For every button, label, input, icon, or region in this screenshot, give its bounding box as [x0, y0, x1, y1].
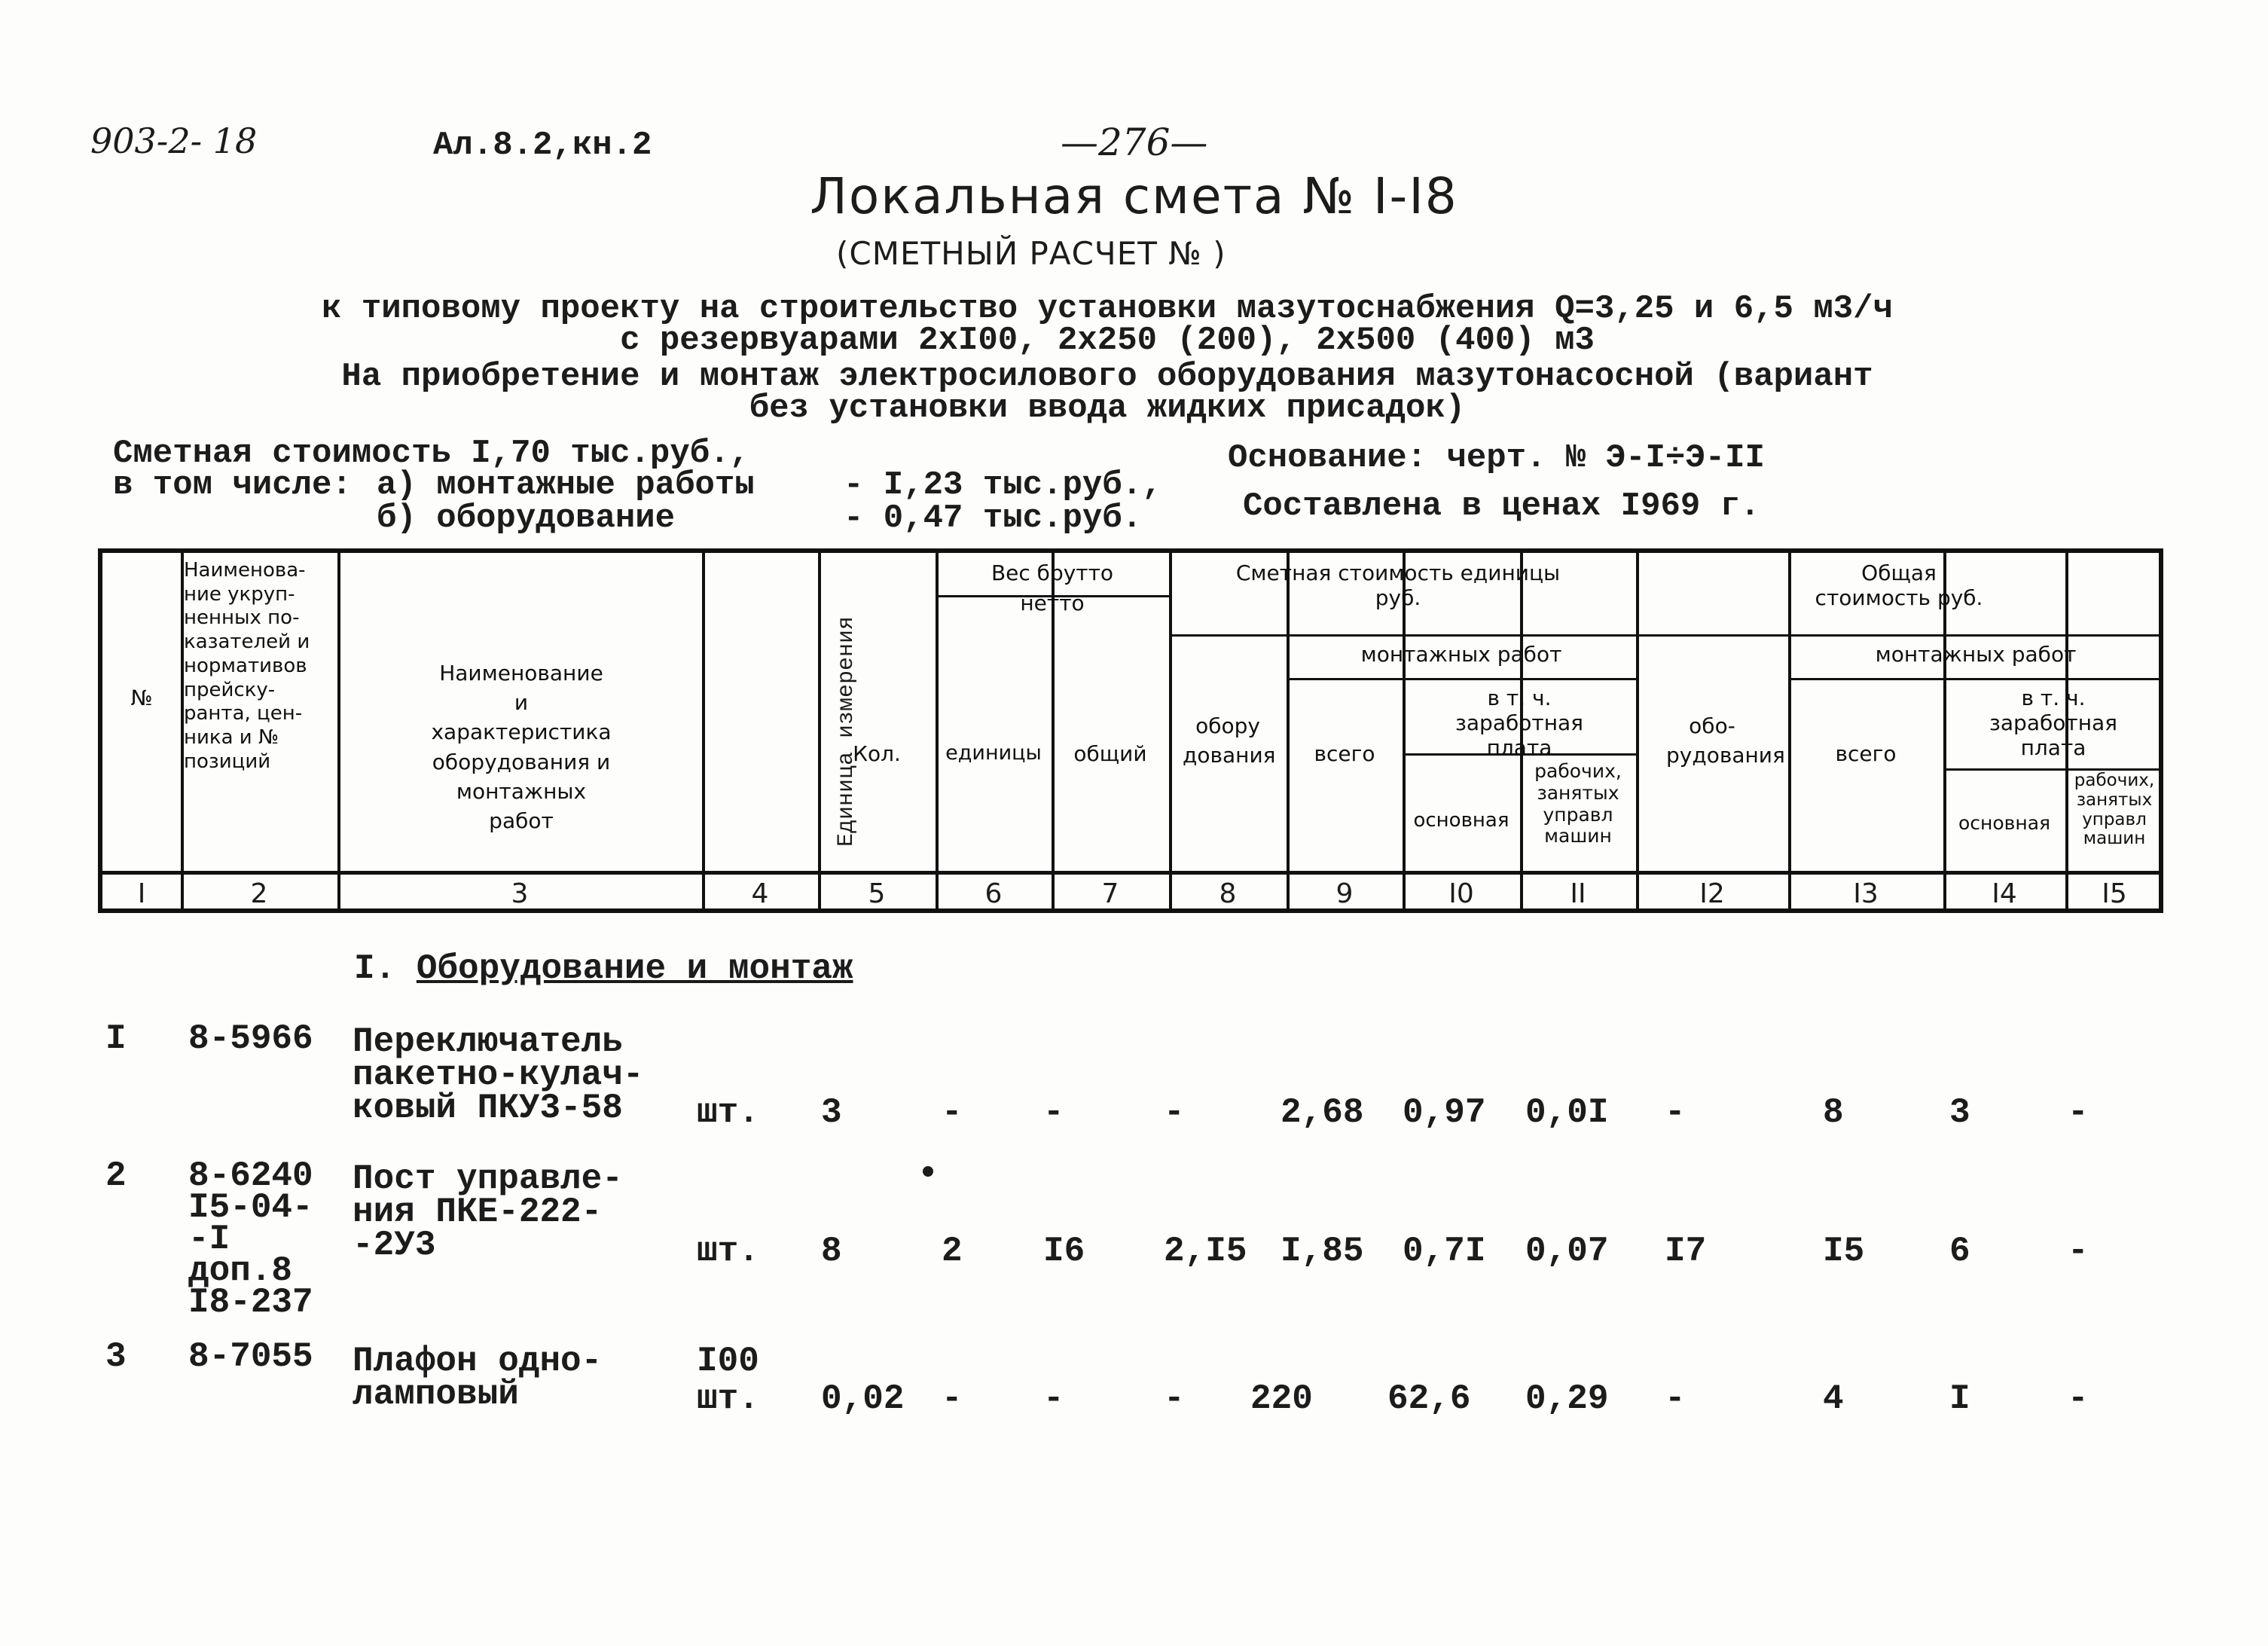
- row-number: I: [105, 1019, 127, 1058]
- row-unit: I00: [697, 1342, 759, 1381]
- subject-line: На приобретение и монтаж электросилового оборудования мазутонасосной (вариант: [341, 358, 1873, 395]
- row-total-wage-machine: -: [2068, 1232, 2089, 1271]
- th-total-wage-main: основная: [1958, 812, 2051, 834]
- row-name-line: пакетно-кулач-: [353, 1055, 644, 1095]
- row-name-line: Плафон одно-: [353, 1342, 603, 1381]
- row-total-equipment: -: [1665, 1093, 1686, 1132]
- row-quantity: 0,02: [821, 1379, 905, 1418]
- mount-cost-value: - I,23 тыс.руб.,: [844, 466, 1162, 504]
- th-weight-total: общий: [1073, 741, 1147, 766]
- equipment-cost-label: б) оборудование: [377, 499, 676, 537]
- th-norms: Наименова-ние укруп-ненных по-казателей и нормативов прейску-ранта, цен-ника и № позиций: [184, 559, 310, 773]
- row-weight-unit: 2: [942, 1232, 963, 1271]
- row-code: доп.8: [188, 1251, 293, 1290]
- page-title: Локальная смета № I-I8: [810, 167, 1458, 225]
- row-total-wage-main: 3: [1949, 1093, 1970, 1132]
- equipment-cost-value: - 0,47 тыс.руб.: [844, 499, 1143, 537]
- row-unit: шт.: [697, 1379, 759, 1418]
- page-subtitle: (СМЕТНЫЙ РАСЧЕТ № ): [836, 235, 1226, 272]
- row-unit-equipment: 2,I5: [1164, 1232, 1247, 1271]
- th-quantity: Кол.: [853, 741, 901, 766]
- row-name-line: ния ПКЕ-222-: [353, 1193, 603, 1232]
- th-unit-wage-main: основная: [1413, 809, 1509, 832]
- th-total-cost: Общая стоимость руб.: [1815, 560, 1983, 611]
- row-total-equipment: I7: [1665, 1232, 1707, 1271]
- row-code: I5-04-: [188, 1188, 313, 1227]
- row-unit-wage-machine: 0,29: [1525, 1379, 1609, 1418]
- row-name-line: Пост управле-: [353, 1159, 623, 1199]
- row-weight-unit: -: [942, 1093, 963, 1132]
- row-unit-wage-main: 0,7I: [1403, 1232, 1486, 1271]
- row-code: I8-237: [188, 1283, 313, 1322]
- section-number: I.: [354, 949, 396, 988]
- row-name-line: ковый ПКУ3-58: [353, 1089, 623, 1128]
- row-unit: шт.: [697, 1232, 759, 1271]
- row-unit-mount: 220: [1250, 1379, 1313, 1418]
- th-number: №: [130, 686, 153, 710]
- section-name: Оборудование и монтаж: [416, 949, 853, 988]
- th-total-mount: монтажных работ: [1875, 642, 2077, 667]
- row-weight-total: I6: [1043, 1232, 1085, 1271]
- including-label: в том числе:: [113, 466, 352, 504]
- ink-speck: [923, 1166, 933, 1177]
- th-total-wage: в т. ч. заработная плата: [1989, 686, 2117, 761]
- column-number: I2: [1699, 878, 1725, 909]
- row-code: 8-5966: [188, 1019, 313, 1058]
- th-unit: Единица измерения: [834, 615, 859, 847]
- column-number: II: [1570, 878, 1586, 909]
- th-unit-mount: монтажных работ: [1360, 642, 1562, 667]
- subject-line: с резервуарами 2хI00, 2х250 (200), 2х500 (400) м3: [620, 322, 1595, 359]
- row-code: 8-6240: [188, 1156, 313, 1196]
- row-unit: шт.: [697, 1093, 759, 1132]
- th-total-wage-machine: рабочих, занятых управл машин: [2074, 771, 2155, 849]
- th-total-equipment: обо-рудования: [1666, 713, 1785, 768]
- column-number: I: [137, 878, 146, 909]
- th-weight-gross: Вес брутто: [991, 560, 1114, 585]
- row-weight-total: -: [1043, 1093, 1064, 1132]
- row-total-equipment: -: [1665, 1379, 1686, 1418]
- row-code: 8-7055: [188, 1337, 313, 1376]
- th-unit-cost: Сметная стоимость единицы руб.: [1235, 560, 1561, 611]
- row-unit-wage-main: 0,97: [1403, 1093, 1486, 1132]
- subject-line: к типовому проекту на строительство установки мазутоснабжения Q=3,25 и 6,5 м3/ч: [322, 290, 1893, 328]
- th-unit-wage: в т. ч. заработная плата: [1455, 686, 1583, 761]
- column-number: 7: [1101, 878, 1119, 909]
- row-weight-total: -: [1043, 1379, 1064, 1418]
- row-total-wage-main: 6: [1949, 1232, 1970, 1271]
- row-quantity: 8: [821, 1232, 842, 1271]
- th-total-mount-total: всего: [1835, 741, 1897, 766]
- column-number: 4: [751, 878, 769, 909]
- column-number: I0: [1448, 878, 1474, 909]
- row-number: 2: [105, 1156, 127, 1196]
- row-name-line: ламповый: [353, 1375, 519, 1414]
- row-total-mount: I5: [1823, 1232, 1865, 1271]
- row-unit-wage-machine: 0,0I: [1525, 1093, 1609, 1132]
- column-number: I3: [1853, 878, 1879, 909]
- row-unit-mount: I,85: [1281, 1232, 1364, 1271]
- mount-cost-label: а) монтажные работы: [377, 466, 755, 504]
- column-number: 5: [868, 878, 886, 909]
- row-quantity: 3: [821, 1093, 842, 1132]
- column-number: 6: [984, 878, 1003, 909]
- column-number: I5: [2102, 878, 2127, 909]
- column-number: 8: [1219, 878, 1237, 909]
- total-cost: Сметная стоимость I,70 тыс.руб.,: [113, 435, 749, 472]
- column-number: I4: [1992, 878, 2017, 909]
- row-total-wage-machine: -: [2068, 1379, 2089, 1418]
- th-weight-net: нетто: [1020, 591, 1085, 615]
- row-total-wage-main: I: [1949, 1379, 1970, 1418]
- th-name: Наименование и характеристика оборудования и монтажных работ: [431, 661, 612, 833]
- th-unit-wage-machine: рабочих, занятых управл машин: [1534, 760, 1622, 847]
- row-total-mount: 8: [1823, 1093, 1844, 1132]
- price-level-note: Составлена в ценах I969 г.: [1243, 487, 1760, 525]
- column-number: 3: [511, 878, 529, 909]
- row-name-line: Переключатель: [353, 1022, 623, 1061]
- row-unit-wage-machine: 0,07: [1525, 1232, 1609, 1271]
- row-number: 3: [105, 1337, 127, 1376]
- page-number: —276—: [1061, 121, 1208, 164]
- subject-line: без установки ввода жидких присадок): [749, 389, 1466, 427]
- column-number: 9: [1335, 878, 1354, 909]
- row-unit-equipment: -: [1164, 1093, 1185, 1132]
- row-weight-unit: -: [942, 1379, 963, 1418]
- album-reference: Ал.8.2,кн.2: [433, 127, 652, 164]
- row-code: -I: [188, 1220, 230, 1259]
- th-unit-mount-total: всего: [1314, 741, 1375, 766]
- th-unit-cost-equipment: обору дования: [1183, 713, 1276, 768]
- row-unit-mount: 2,68: [1281, 1093, 1364, 1132]
- th-weight-unit: единицы: [945, 741, 1042, 765]
- row-total-mount: 4: [1823, 1379, 1844, 1418]
- row-name-line: -2У3: [353, 1226, 436, 1265]
- row-total-wage-machine: -: [2068, 1093, 2089, 1132]
- row-unit-wage-main: 62,6: [1387, 1379, 1471, 1418]
- basis-note: Основание: черт. № Э-I÷Э-II: [1228, 439, 1765, 477]
- estimate-table-header: [98, 548, 2163, 913]
- document-code: 903-2- 18: [90, 121, 258, 161]
- row-unit-equipment: -: [1164, 1379, 1185, 1418]
- section-title: [354, 949, 853, 988]
- column-number: 2: [250, 878, 268, 909]
